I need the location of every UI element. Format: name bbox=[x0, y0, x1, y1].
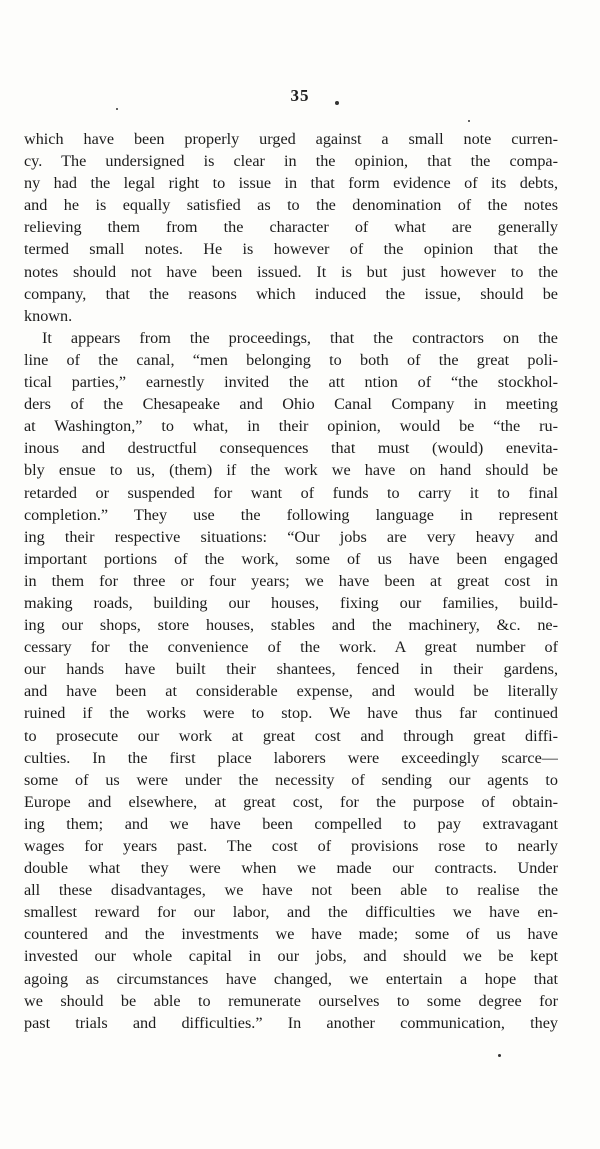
text-line: and he is equally satisfied as to the denomination of the notes bbox=[24, 196, 558, 215]
text-line: invested our whole capital in our jobs, and should we be kept bbox=[24, 947, 558, 966]
text-line: cessary for the convenience of the work. A great number of bbox=[24, 638, 558, 657]
text-line: termed small notes. He is however of the opinion that the bbox=[24, 240, 558, 259]
ink-speck bbox=[498, 1054, 501, 1057]
text-line: which have been properly urged against a small note curren- bbox=[24, 130, 558, 148]
text-line: at Washington,” to what, in their opinion, would be “the ru- bbox=[24, 417, 558, 436]
text-line: smallest reward for our labor, and the difficulties we have en- bbox=[24, 903, 558, 922]
text-line: in them for three or four years; we have been at great cost in bbox=[24, 571, 558, 590]
text-line: important portions of the work, some of us have been engaged bbox=[24, 549, 558, 568]
text-line: all these disadvantages, we have not been able to realise the bbox=[24, 881, 558, 900]
text-line: tical parties,” earnestly invited the att ntion of “the stockhol- bbox=[24, 373, 558, 392]
text-line: ing their respective situations: “Our jobs are very heavy and bbox=[24, 527, 558, 546]
text-line: company, that the reasons which induced the issue, should be bbox=[24, 284, 558, 303]
text-line: ders of the Chesapeake and Ohio Canal Company in meeting bbox=[24, 395, 558, 414]
text-line: inous and destructful consequences that must (would) enevita- bbox=[24, 439, 558, 458]
text-line: Europe and elsewhere, at great cost, for the purpose of obtain- bbox=[24, 792, 558, 811]
text-line: known. bbox=[24, 306, 73, 325]
text-line: our hands have built their shantees, fenced in their gardens, bbox=[24, 660, 558, 679]
text-line: cy. The undersigned is clear in the opinion, that the compa- bbox=[24, 152, 558, 171]
text-line: It appears from the proceedings, that the contractors on the bbox=[42, 328, 558, 347]
text-line: some of us were under the necessity of sending our agents to bbox=[24, 770, 558, 789]
text-line: countered and the investments we have made; some of us have bbox=[24, 925, 558, 944]
text-line: making roads, building our houses, fixing our families, build- bbox=[24, 593, 558, 612]
text-line: ruined if the works were to stop. We have thus far continued bbox=[24, 704, 558, 723]
ink-speck bbox=[468, 120, 470, 122]
text-line: past trials and difficulties.” In another communication, they bbox=[24, 1013, 558, 1032]
text-line: relieving them from the character of what are generally bbox=[24, 218, 558, 237]
body-text bbox=[24, 128, 558, 1034]
text-line: double what they were when we made our contracts. Under bbox=[24, 859, 558, 878]
text-line: line of the canal, “men belonging to both of the great poli- bbox=[24, 350, 558, 369]
ink-speck bbox=[335, 101, 339, 105]
text-line: notes should not have been issued. It is but just however to the bbox=[24, 262, 558, 281]
text-line: wages for years past. The cost of provisions rose to nearly bbox=[24, 837, 558, 855]
paragraph-2 bbox=[24, 327, 558, 1034]
text-line: retarded or suspended for want of funds to carry it to final bbox=[24, 483, 558, 502]
text-line: completion.” They use the following language in represent bbox=[24, 505, 558, 524]
text-line: culties. In the first place laborers were exceedingly scarce— bbox=[24, 748, 558, 767]
text-line: ing our shops, store houses, stables and the machinery, &c. ne- bbox=[24, 616, 558, 635]
text-line: and have been at considerable expense, and would be literally bbox=[24, 682, 558, 701]
text-line: agoing as circumstances have changed, we entertain a hope that bbox=[24, 969, 558, 988]
text-line: to prosecute our work at great cost and through great diffi- bbox=[24, 726, 558, 745]
page-number: 35 bbox=[290, 86, 310, 105]
text-line: ing them; and we have been compelled to pay extravagant bbox=[24, 814, 558, 833]
ink-speck bbox=[116, 108, 118, 110]
text-line: bly ensue to us, (them) if the work we have on hand should be bbox=[24, 461, 558, 480]
text-line: ny had the legal right to issue in that form evidence of its debts, bbox=[24, 174, 558, 193]
paragraph-1 bbox=[24, 128, 558, 327]
text-line: we should be able to remunerate ourselves to some degree for bbox=[24, 991, 558, 1010]
